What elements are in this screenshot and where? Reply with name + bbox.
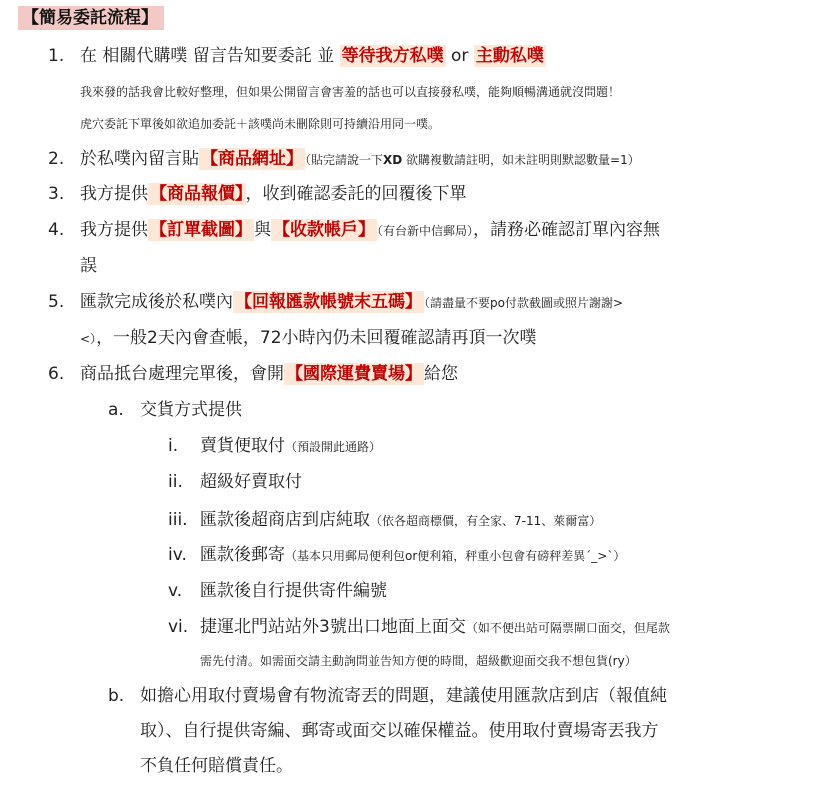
step-1-note-2: 虎穴委託下單後如欲追加委託＋該噗尚未刪除則可持續沿用同一噗。 [80, 117, 441, 131]
sub-a-item-6-continuation: 需先付清。如需面交請主動詢問並告知方便的時間，超級歡迎面交我不想包貨(ry） [200, 654, 637, 668]
sub-a-item-4-text: 匯款後郵寄 [200, 545, 285, 565]
step-4-and: 與 [254, 220, 271, 240]
step-2-text [80, 145, 640, 174]
sub-a-item-5 [200, 577, 387, 605]
step-5-cont-note: <） [80, 332, 97, 346]
step-4-post: ，請務必確認訂單內容無 [473, 220, 661, 240]
sub-b-line-3: 不負任何賠償責任。 [140, 756, 293, 776]
sub-a-item-3-text: 匯款後超商店到店純取 [200, 510, 370, 530]
sub-b-line-1: 如擔心用取付賣場會有物流寄丟的問題，建議使用匯款店到店（報值純 [140, 686, 667, 706]
step-6-highlight: 【國際運費賣場】 [286, 364, 422, 384]
step-3-number: 3. [48, 184, 65, 204]
step-1-or: or [445, 46, 474, 66]
step-5-note: （請盡量不要po付款截圖或照片謝謝> [424, 296, 624, 310]
step-4-number: 4. [48, 220, 65, 240]
step-6-number: 6. [48, 364, 65, 384]
sub-a-item-6-number: vi. [168, 617, 189, 637]
sub-a-item-4 [200, 541, 625, 570]
sub-a-item-2-text: 超級好賣取付 [200, 472, 302, 492]
sub-a-item-1 [200, 432, 381, 461]
step-1-note-1: 我來發的話我會比較好整理，但如果公開留言會害羞的話也可以直接發私噗，能夠順暢溝通就沒問題！ [80, 85, 621, 99]
sub-a-item-5-text: 匯款後自行提供寄件編號 [200, 581, 387, 601]
step-5-cont-text: ，一般2天內會查帳，72小時內仍未回覆確認請再頂一次噗 [96, 328, 537, 348]
sub-a-text: 交貨方式提供 [140, 400, 242, 420]
step-4-note: （有台新中信郵局） [377, 224, 474, 238]
sub-a-item-3-number: iii. [168, 510, 188, 530]
step-3-pre: 我方提供 [80, 184, 148, 204]
sub-a-item-6 [200, 613, 670, 642]
step-6-text [80, 360, 458, 388]
step-3-highlight: 【商品報價】 [150, 184, 244, 204]
sub-a-item-3-note: （依各超商標價，有全家、7-11、萊爾富） [370, 514, 602, 528]
step-6-pre: 商品抵台處理完單後，會開 [80, 364, 284, 384]
step-1-number: 1. [48, 46, 65, 66]
step-5-continuation [80, 324, 537, 353]
sub-a-item-6-text: 捷運北門站站外3號出口地面上面交 [200, 617, 466, 637]
step-2-pre: 於私噗內留言貼 [80, 149, 199, 169]
step-5-highlight: 【回報匯款帳號末五碼】 [235, 292, 422, 312]
sub-b-line-2: 取）、自行提供寄編、郵寄或面交以確保權益。使用取付賣場寄丟我方 [140, 721, 659, 741]
step-1-pre: 在 相關代購噗 留言告知要委託 並 [80, 46, 340, 66]
sub-a-item-5-number: v. [168, 581, 183, 601]
sub-a-item-2 [200, 468, 302, 496]
sub-a-item-3 [200, 506, 601, 535]
step-1-highlight-dm: 主動私噗 [475, 46, 544, 66]
sub-a-item-1-note: （預設開此通路） [285, 440, 382, 454]
sub-a-item-1-number: i. [168, 436, 179, 456]
step-5-pre: 匯款完成後於私噗內 [80, 292, 233, 312]
step-5-text [80, 288, 623, 317]
step-1-highlight-wait: 等待我方私噗 [341, 46, 444, 66]
step-4-text [80, 216, 660, 245]
step-5-number: 5. [48, 292, 65, 312]
sub-a-item-6-note: （如不便出站可隔票閘口面交，但尾款 [465, 621, 670, 635]
sub-a-item-2-number: ii. [168, 472, 183, 492]
sub-a-label: a. [108, 400, 124, 420]
sub-a-item-4-number: iv. [168, 545, 187, 565]
step-3-post: ，收到確認委託的回覆後下單 [245, 184, 467, 204]
step-2-note-c: 欲購複數請註明，如未註明則默認數量=1） [402, 153, 640, 167]
step-4-highlight-order: 【訂單截圖】 [150, 220, 252, 240]
step-4-pre: 我方提供 [80, 220, 148, 240]
sub-a-item-4-note: （基本只用郵局便利包or便利箱，秤重小包會有磅秤差異´_>`） [285, 549, 626, 563]
step-2-highlight: 【商品網址】 [201, 149, 303, 169]
step-2-note-xd: XD [383, 153, 403, 167]
step-2-note-a: （貼完請說一下 [305, 153, 384, 167]
step-4-highlight-account: 【收款帳戶】 [273, 220, 375, 240]
page-title: 【簡易委託流程】 [18, 6, 164, 30]
sub-b-label: b. [108, 686, 125, 706]
step-1-text [80, 42, 546, 70]
step-2-number: 2. [48, 149, 65, 169]
step-3-text [80, 180, 467, 208]
sub-a-item-1-text: 賣貨便取付 [200, 436, 285, 456]
step-6-post: 給您 [424, 364, 458, 384]
step-4-continuation: 誤 [80, 256, 97, 276]
